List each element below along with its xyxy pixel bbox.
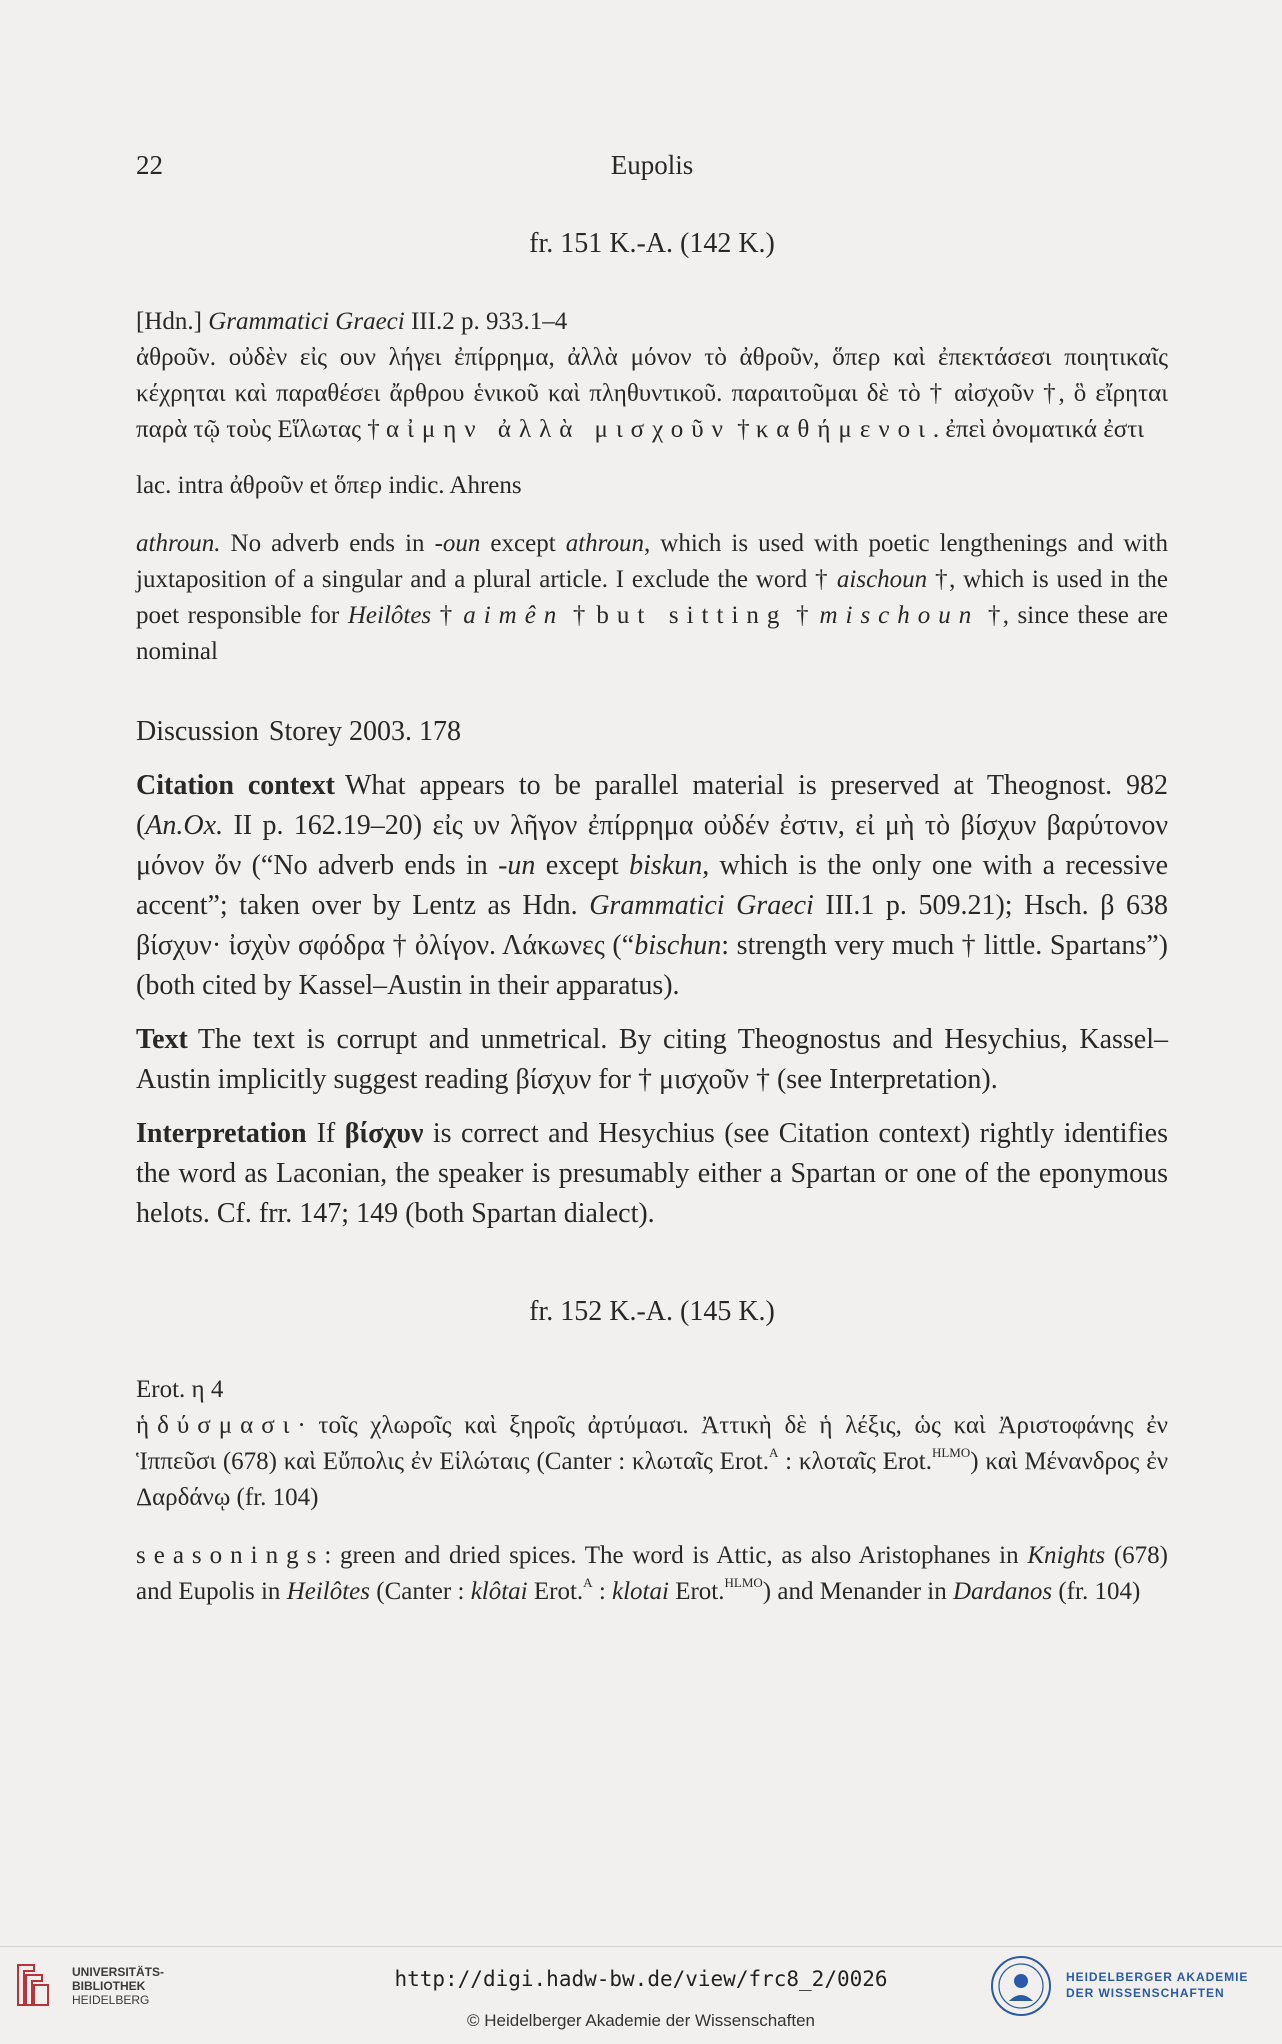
fragment-152-translation: seasonings: green and dried spices. The word is Attic, as also Aristophanes in Knights (678) and Eupolis in Heilôtes (Canter : klôtai Erot.$^A$ : klotai Erot.$^{HLMO}$) and Menander in Dardanos (fr. 104): [136, 1542, 1168, 1605]
academy-name: HEIDELBERGER AKADEMIE DER WISSENSCHAFTEN: [1066, 1970, 1249, 2000]
fragment-152-greek-text: ἡδύσμασι· τοῖς χλωροῖς καὶ ξηροῖς ἀρτύμασι. Ἀττικὴ δὲ ἡ λέξις, ὡς καὶ Ἀριστοφάνης ἐν Ἱππεῦσι (678) καὶ Εὔπολις ἐν Εἱλώταις (Canter : κλωταῖς Erot.$^A$ : κλοταῖς Erot.$^{HLMO}$) καὶ Μένανδρος ἐν Δαρδάνῳ (fr. 104): [136, 1412, 1168, 1511]
fragment-152-heading: fr. 152 K.-A. (145 K.): [529, 1296, 775, 1327]
page-header: [136, 150, 1168, 190]
university-library-name: UNIVERSITÄTS- BIBLIOTHEK HEIDELBERG: [72, 1965, 165, 2007]
fragment-151-greek-text: ἀθροῦν. οὐδὲν εἰς ουν λήγει ἐπίρρημα, ἀλλὰ μόνον τὸ ἀθροῦν, ὅπερ καὶ ἐπεκτάσεσι ποιητικαῖς κέχρηται καὶ παραθέσει ἄρθρου ἑνικοῦ καὶ πληθυντικοῦ. παραιτοῦμαι δὲ τὸ † αἰσχοῦν †, ὃ εἴρηται παρὰ τῷ τοὺς Εἵλωτας † αἰμην ἀλλὰ μισχοῦν † καθήμενοι. ἐπεὶ ὀνοματικά ἐστι: [136, 344, 1168, 443]
fragment-151-source: [Hdn.] Grammatici Graeci III.2 p. 933.1–4: [136, 308, 568, 335]
discussion-section: Discussion Storey 2003. 178: [136, 716, 462, 747]
document-url-link[interactable]: http://digi.hadw-bw.de/view/frc8_2/0026: [394, 1967, 888, 1991]
running-title: Eupolis: [610, 150, 694, 180]
page-content: [136, 150, 1168, 1610]
fragment-152-source: Erot. η 4: [136, 1376, 224, 1403]
page-number: 22: [136, 150, 163, 180]
fragment-151-translation: athroun. No adverb ends in -oun except athroun, which is used with poetic lengthenings and with juxtaposition of a singular and a plural article. I exclude the word † aischoun †, which is used in the poet responsible for Heilôtes † aimên † but sitting † mischoun †, since these are nominal: [136, 530, 1168, 665]
viewer-footer: [0, 1946, 1282, 2044]
academy-seal-icon: [990, 1955, 1052, 2017]
citation-context-section: Citation context What appears to be parallel material is preserved at Theognost. 982 (An.Ox. II p. 162.19–20) εἰς υν λῆγον ἐπίρρημα οὐδέν ἐστιν, εἰ μὴ τὸ βίσχυν βαρύτονον μόνον ὄν (“No adverb ends in -un except biskun, which is the only one with a recessive accent”; taken over by Lentz as Hdn. Grammatici Graeci III.1 p. 509.21); Hsch. β 638 βίσχυν· ἰσχὺν σφόδρα † ὀλίγον. Λάκωνες (“bischun: strength very much † little. Spartans”) (both cited by Kassel–Austin in their apparatus).: [136, 770, 1169, 1001]
copyright-notice: © Heidelberger Akademie der Wissenschaften: [467, 2011, 815, 2030]
fragment-151-apparatus: lac. intra ἀθροῦν et ὅπερ indic. Ahrens: [136, 472, 522, 499]
interpretation-section: Interpretation If βίσχυν is correct and Hesychius (see Citation context) rightly identifies the word as Laconian, the speaker is presumably either a Spartan or one of the eponymous helots. Cf. frr. 147; 149 (both Spartan dialect).: [136, 1118, 1168, 1229]
fragment-151-heading: fr. 151 K.-A. (142 K.): [529, 228, 775, 259]
text-section: Text The text is corrupt and unmetrical. By citing Theognostus and Hesychius, Kassel–Austin implicitly suggest reading βίσχυν for † μισχοῦν † (see Interpretation).: [136, 1024, 1168, 1095]
